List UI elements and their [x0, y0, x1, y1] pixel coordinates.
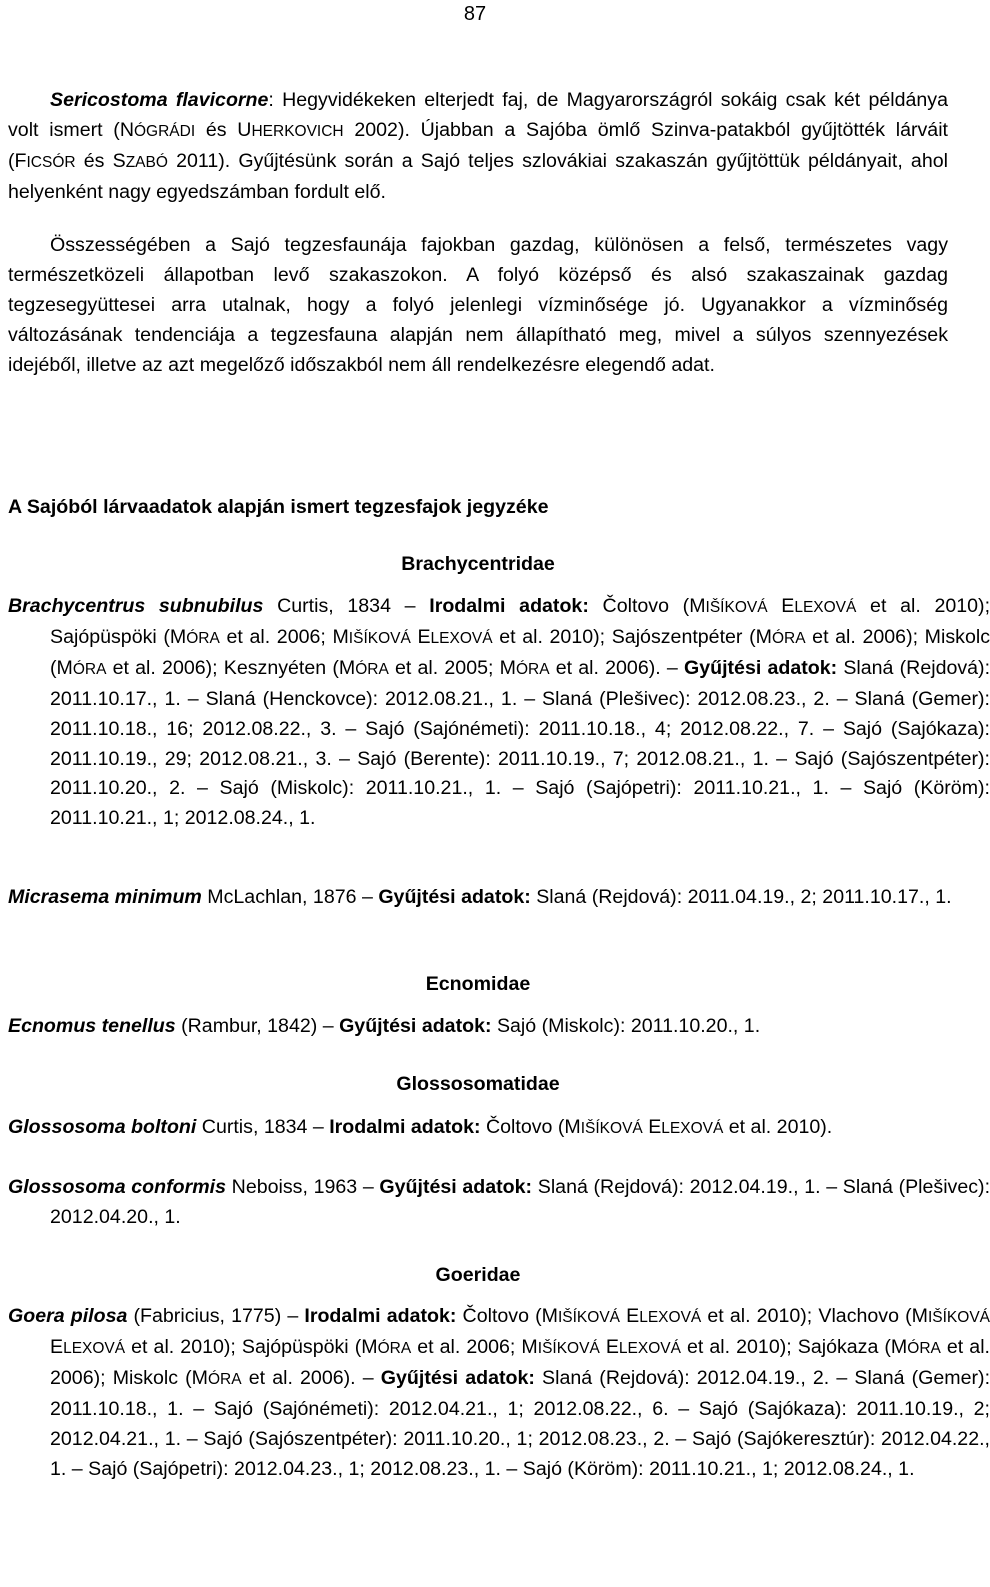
text-run: Curtis, 1834 – — [263, 595, 430, 617]
author-smallcaps: IŠÍKOVÁ — [557, 1309, 621, 1326]
text-run: et al. 2010); Vlachovo (M — [701, 1305, 928, 1327]
paragraph-summary: Összességében a Sajó tegzesfaunája fajokban gazdag, különösen a felső, természetes vagy természetközeli állapotban levő szakaszokon. A folyó középső és alsó szakaszainak gazdag tegzesegyüttesei arra utalnak, hogy a folyó jelenlegi vízminősége jó. Ugyanakkor a vízminőség változásának tendenciája a tegzesfauna alapján nem állapítható meg, mivel a súlyos szennyezések idejéből, illetve az azt megelőző időszakból nem áll rendelkezésre elegendő adat. — [8, 234, 948, 376]
author-smallcaps: ÓRA — [771, 629, 806, 647]
text-run: : Hegyvidékeken elterjedt faj, de Magyarországról sokáig csak két példánya volt ismert (N — [8, 89, 948, 141]
text-run: E — [599, 1335, 619, 1358]
author-smallcaps: LEXOVÁ — [794, 599, 857, 616]
text-run: E — [642, 1116, 662, 1138]
species-entry-glossosoma-boltoni — [8, 1113, 990, 1144]
collection-label: Gyűjtési adatok: — [683, 656, 838, 679]
text-run: 2011). Gyűjtésünk során a Sajó teljes szlovákiai szakaszán gyűjtöttük példányait, ahol helyenként nagy egyedszámban fordult elő. — [8, 149, 948, 203]
text-run: et al. 2006). – — [549, 656, 684, 679]
author-smallcaps: ÓRA — [186, 629, 220, 647]
author-smallcaps: ÓRA — [377, 1339, 412, 1357]
species-name: Glossosoma conformis — [8, 1176, 226, 1198]
species-name: Glossosoma boltoni — [8, 1116, 197, 1138]
species-entry-brachycentrus-subnubilus — [8, 592, 990, 834]
species-name: Micrasema minimum — [8, 886, 202, 908]
text-run: Neboiss, 1963 – — [226, 1176, 380, 1198]
author-smallcaps: ZABÓ — [125, 153, 168, 171]
text-run: et al. 2010); Sajószentpéter (M — [492, 625, 772, 648]
text-run: et al. 2006); Miskolc (M — [50, 625, 990, 679]
text-run: 2002). Újabban a Sajóba ömlő Szinva-patakból gyűjtötték lárváit (F — [8, 118, 948, 172]
text-run: et al. 2005; M — [388, 656, 516, 679]
text-run: E — [620, 1305, 640, 1327]
text-run: Sajó (Miskolc): 2011.10.20., 1. — [491, 1015, 761, 1037]
author-smallcaps: LEXOVÁ — [430, 629, 493, 647]
page-number: 87 — [463, 3, 487, 25]
text-run: Slaná (Rejdová): 2012.04.19., 1. – Slaná (Plešivec): 2012.04.20., 1. — [50, 1176, 990, 1228]
author-smallcaps: IŠÍKOVÁ — [927, 1309, 990, 1326]
author-smallcaps: LEXOVÁ — [618, 1339, 681, 1357]
author-smallcaps: ÓRA — [515, 660, 550, 678]
text-run: E — [410, 625, 431, 648]
species-entry-goera-pilosa — [8, 1302, 990, 1484]
text-run: Čoltovo (M — [588, 595, 706, 617]
species-name: Sericostoma flavicorne — [50, 89, 269, 111]
author-smallcaps: ICSÓR — [26, 153, 76, 171]
species-name: Brachycentrus subnubilus — [8, 595, 264, 617]
author-smallcaps: IŠÍKOVÁ — [537, 1339, 600, 1357]
text-run: E — [50, 1335, 64, 1358]
list-title: A Sajóból lárvaadatok alapján ismert tegzesfajok jegyzéke — [8, 496, 549, 518]
family-heading-glossosomatidae: Glossosomatidae — [396, 1073, 560, 1095]
text-run: (Fabricius, 1775) – — [127, 1305, 305, 1327]
author-smallcaps: LEXOVÁ — [639, 1309, 702, 1326]
family-heading-brachycentridae: Brachycentridae — [401, 553, 555, 575]
family-heading-goeridae: Goeridae — [435, 1264, 521, 1286]
author-smallcaps: LEXOVÁ — [661, 1120, 724, 1137]
species-name: Ecnomus tenellus — [8, 1015, 176, 1037]
text-run: és U — [195, 118, 252, 141]
text-run: (Rambur, 1842) – — [175, 1015, 340, 1037]
collection-label: Gyűjtési adatok: — [379, 1176, 533, 1198]
literature-label: Irodalmi adatok: — [329, 1116, 481, 1138]
author-smallcaps: ÓRA — [907, 1339, 941, 1357]
literature-label: Irodalmi adatok: — [429, 595, 589, 617]
collection-label: Gyűjtési adatok: — [378, 886, 531, 908]
text-run: Slaná (Rejdová): 2011.04.19., 2; 2011.10.17., 1. — [530, 886, 952, 908]
text-run: et al. 2010); Sajópüspöki (M — [125, 1335, 378, 1358]
text-run: E — [767, 595, 795, 617]
species-entry-micrasema-minimum — [8, 883, 990, 913]
text-run: et al. 2006). – — [241, 1366, 381, 1389]
author-smallcaps: LEXOVÁ — [63, 1339, 126, 1357]
text-run: és S — [75, 149, 126, 172]
text-run: Čoltovo (M — [480, 1116, 581, 1138]
text-run: et al. 2006); Kesznyéten (M — [106, 656, 356, 679]
collection-label: Gyűjtési adatok: — [380, 1366, 535, 1389]
text-run: Slaná (Rejdová): 2011.10.17., 1. – Slaná (Henckovce): 2012.08.21., 1. – Slaná (Plešivec): 2012.08.23., 2. – Slaná (Gemer): 2011.10.18., 16; 2012.08.22., 3. – Sajó (Sajónémeti): 2011.10.18., 4; 2012.08.22., 7. – Sajó (Sajókaza): 2011.10.19., 29; 2012.08.21., 3. – Sajó (Berente): 2011.10.19., 7; 2012.08.21., 1. – Sajó (Sajószentpéter): 2011.10.20., 2. – Sajó (Miskolc): 2011.10.21., 1. – Sajó (Sajópetri): 2011.10.21., 1. – Sajó (Köröm): 2011.10.21., 1; 2012.08.24., 1. — [50, 656, 990, 830]
species-entry-glossosoma-conformis — [8, 1173, 990, 1233]
author-smallcaps: ÓRA — [72, 660, 107, 678]
text-run: Čoltovo (M — [456, 1305, 558, 1327]
author-smallcaps: ÓRA — [355, 660, 389, 678]
text-run: et al. 2006; M — [219, 625, 349, 648]
author-smallcaps: ÓGRÁDI — [133, 122, 196, 140]
text-run: et al. 2006; M — [411, 1335, 538, 1358]
author-smallcaps: IŠÍKOVÁ — [580, 1120, 643, 1137]
species-entry-ecnomus-tenellus — [8, 1012, 990, 1042]
literature-label: Irodalmi adatok: — [304, 1305, 457, 1327]
text-run: Slaná (Rejdová): 2012.04.19., 2. – Slaná (Gemer): 2011.10.18., 1. – Sajó (Sajónémeti): 2012.04.21., 1; 2012.08.22., 6. – Sajó (Sajókaza): 2011.10.19., 2; 2012.04.21., 1. – Sajó (Sajószentpéter): 2011.10.20., 1; 2012.08.23., 2. – Sajó (Sajókeresztúr): 2012.04.22., 1. – Sajó (Sajópetri): 2012.04.23., 1; 2012.08.23., 1. – Sajó (Köröm): 2011.10.21., 1; 2012.08.24., 1. — [50, 1366, 990, 1480]
species-name: Goera pilosa — [8, 1305, 128, 1327]
text-run: et al. 2010); Sajópüspöki (M — [50, 595, 990, 648]
text-run: McLachlan, 1876 – — [201, 886, 379, 908]
text-run: et al. 2006); Miskolc (M — [50, 1335, 990, 1389]
author-smallcaps: IŠÍKOVÁ — [705, 599, 768, 616]
family-heading-ecnomidae: Ecnomidae — [425, 973, 531, 995]
text-run: et al. 2010). — [723, 1116, 833, 1138]
text-run: Curtis, 1834 – — [196, 1116, 330, 1138]
collection-label: Gyűjtési adatok: — [339, 1015, 492, 1037]
text-run: et al. 2010); Sajókaza (M — [680, 1335, 908, 1358]
author-smallcaps: ÓRA — [208, 1370, 242, 1388]
author-smallcaps: HERKOVICH — [251, 122, 344, 140]
author-smallcaps: IŠÍKOVÁ — [348, 629, 411, 647]
paragraph-sericostoma — [8, 86, 948, 208]
